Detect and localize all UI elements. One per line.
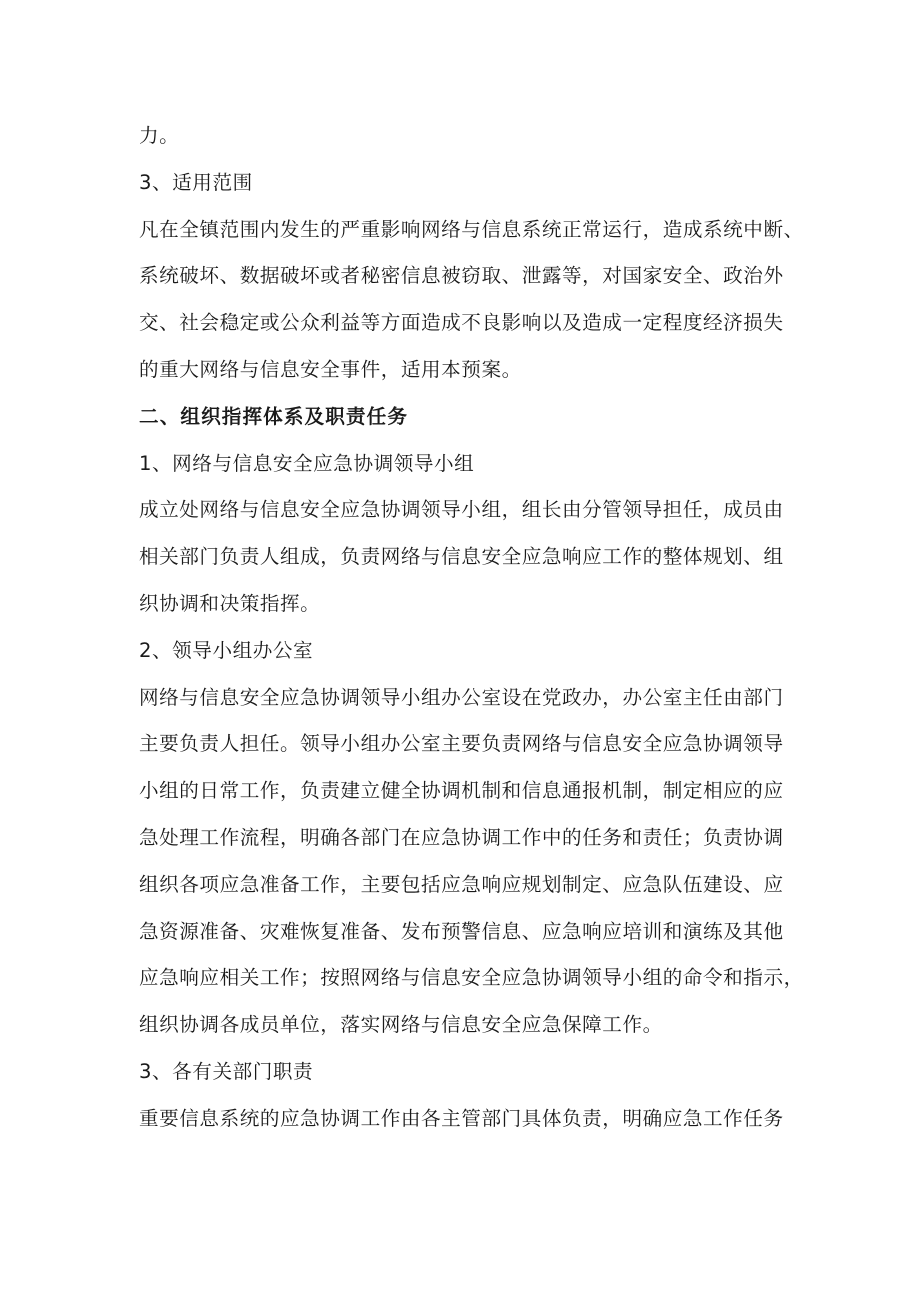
text-line: 组织各项应急准备工作，主要包括应急响应规划制定、应急队伍建设、应: [139, 872, 784, 896]
text-line: 成立处网络与信息安全应急协调领导小组，组长由分管领导担任，成员由: [139, 498, 784, 522]
text-line: 交、社会稳定或公众利益等方面造成不良影响以及造成一定程度经济损失: [139, 311, 784, 335]
text-line: 网络与信息安全应急协调领导小组办公室设在党政办，办公室主任由部门: [139, 685, 784, 709]
text-line: 相关部门负责人组成，负责网络与信息安全应急响应工作的整体规划、组: [139, 545, 784, 569]
text-line: 系统破坏、数据破坏或者秘密信息被窃取、泄露等，对国家安全、政治外: [139, 264, 784, 288]
section-subheading: 3、各有关部门职责: [139, 1059, 314, 1083]
text-line: 急资源准备、灾难恢复准备、发布预警信息、应急响应培训和演练及其他: [139, 919, 784, 943]
section-subheading: 3、适用范围: [139, 170, 253, 194]
text-line: 重要信息系统的应急协调工作由各主管部门具体负责，明确应急工作任务: [139, 1106, 784, 1130]
section-subheading: 2、领导小组办公室: [139, 638, 314, 662]
text-line: 应急响应相关工作；按照网络与信息安全应急协调领导小组的命令和指示，: [139, 966, 804, 990]
text-line: 凡在全镇范围内发生的严重影响网络与信息系统正常运行，造成系统中断、: [139, 217, 804, 241]
text-line: 主要负责人担任。领导小组办公室主要负责网络与信息安全应急协调领导: [139, 732, 784, 756]
text-line: 急处理工作流程，明确各部门在应急协调工作中的任务和责任；负责协调: [139, 825, 784, 849]
section-subheading: 1、网络与信息安全应急协调领导小组: [139, 451, 475, 475]
text-line: 的重大网络与信息安全事件，适用本预案。: [139, 357, 522, 381]
text-line: 力。: [139, 124, 180, 147]
text-line: 织协调和决策指挥。: [139, 591, 321, 615]
section-heading: 二、组织指挥体系及职责任务: [139, 404, 409, 428]
document-body: [139, 113, 804, 1143]
text-line: 组织协调各成员单位，落实网络与信息安全应急保障工作。: [139, 1013, 663, 1037]
text-line: 小组的日常工作，负责建立健全协调机制和信息通报机制，制定相应的应: [139, 779, 784, 803]
